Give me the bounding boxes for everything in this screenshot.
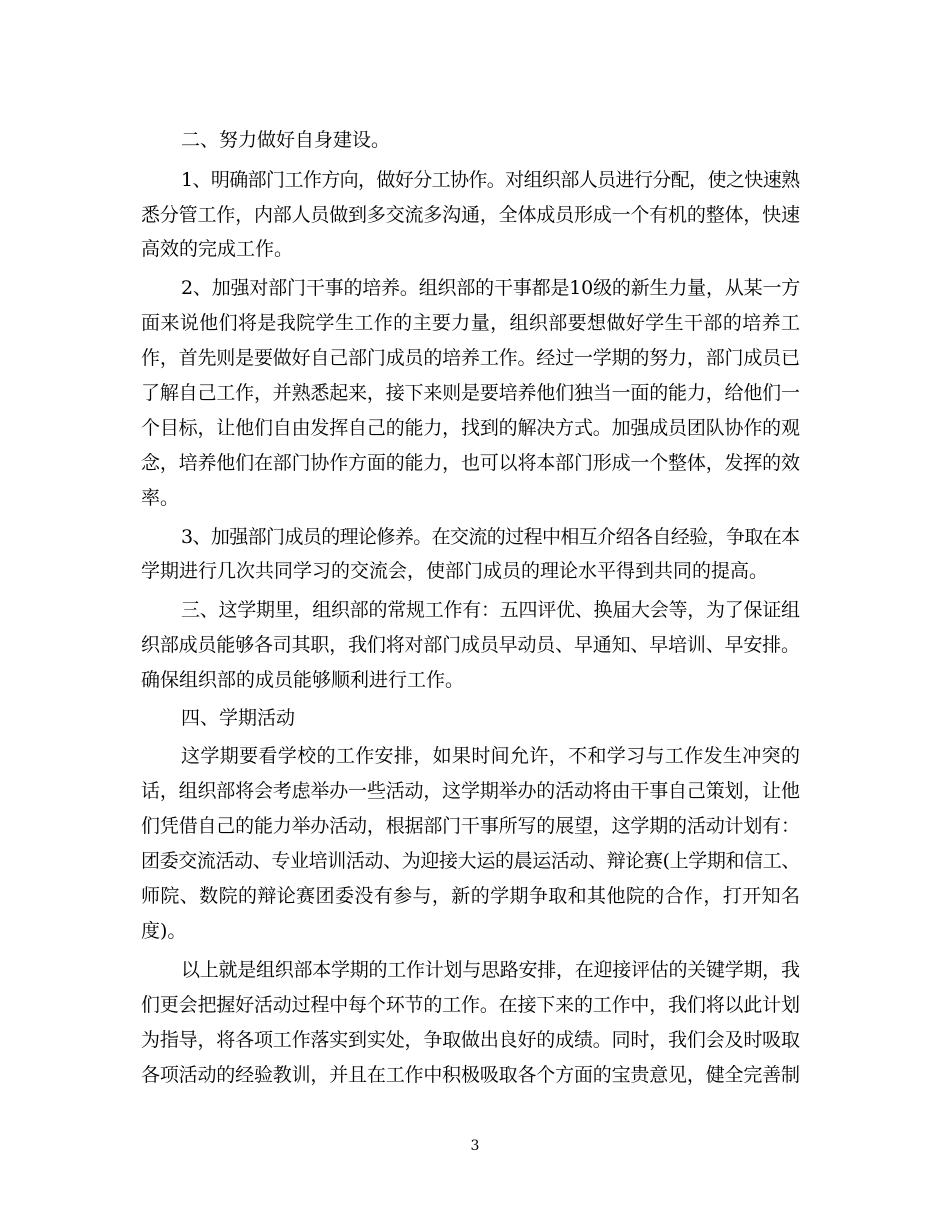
text-line: 织部成员能够各司其职，我们将对部门成员早动员、早通知、早培训、早安排。 xyxy=(141,634,800,656)
text-line: 三、这学期里，组织部的常规工作有：五四评优、换届大会等，为了保证组 xyxy=(181,599,800,621)
text-line: 们凭借自己的能力举办活动，根据部门干事所写的展望，这学期的活动计划有： xyxy=(141,815,800,837)
text-line: 面来说他们将是我院学生工作的主要力量，组织部要想做好学生干部的培养工 xyxy=(141,312,801,334)
text-line: 师院、数院的辩论赛团委没有参与，新的学期争取和其他院的合作，打开知名 xyxy=(141,885,801,907)
text-line: 2、加强对部门干事的培养。组织部的干事都是10级的新生力量，从某一方 xyxy=(181,277,801,299)
text-line: 高效的完成工作。 xyxy=(141,238,294,260)
text-line: 度)。 xyxy=(141,920,187,942)
text-line: 们更会把握好活动过程中每个环节的工作。在接下来的工作中，我们将以此计划 xyxy=(141,994,800,1016)
text-line: 3、加强部门成员的理论修养。在交流的过程中相互介绍各自经验，争取在本 xyxy=(181,526,800,548)
text-line: 四、学期活动 xyxy=(181,707,296,729)
text-line: 个目标，让他们自由发挥自己的能力，找到的解决方式。加强成员团队协作的观 xyxy=(141,417,800,439)
text-line: 各项活动的经验教训，并且在工作中积极吸取各个方面的宝贵意见，健全完善制 xyxy=(141,1064,800,1086)
text-line: 念，培养他们在部门协作方面的能力，也可以将本部门形成一个整体，发挥的效 xyxy=(141,452,800,474)
text-line: 二、努力做好自身建设。 xyxy=(181,129,391,151)
text-line: 了解自己工作，并熟悉起来，接下来则是要培养他们独当一面的能力，给他们一 xyxy=(141,382,800,404)
text-line: 率。 xyxy=(141,487,180,509)
text-line: 这学期要看学校的工作安排，如果时间允许，不和学习与工作发生冲突的 xyxy=(181,745,801,767)
text-line: 话，组织部将会考虑举办一些活动，这学期举办的活动将由干事自己策划，让他 xyxy=(141,780,800,802)
text-line: 为指导，将各项工作落实到实处，争取做出良好的成绩。同时，我们会及时吸取 xyxy=(141,1029,800,1051)
text-line: 悉分管工作，内部人员做到多交流多沟通，全体成员形成一个有机的整体，快速 xyxy=(141,204,800,226)
text-line: 确保组织部的成员能够顺利进行工作。 xyxy=(141,669,465,691)
text-line: 作，首先则是要做好自己部门成员的培养工作。经过一学期的努力，部门成员已 xyxy=(141,347,800,369)
page-number: 3 xyxy=(470,1138,480,1154)
text-line: 1、明确部门工作方向，做好分工协作。对组织部人员进行分配，使之快速熟 xyxy=(181,169,800,191)
text-line: 以上就是组织部本学期的工作计划与思路安排，在迎接评估的关键学期，我 xyxy=(181,959,800,981)
text-line: 团委交流活动、专业培训活动、为迎接大运的晨运活动、辩论赛(上学期和信工、 xyxy=(141,850,801,872)
text-line: 学期进行几次共同学习的交流会，使部门成员的理论水平得到共同的提高。 xyxy=(141,560,769,582)
